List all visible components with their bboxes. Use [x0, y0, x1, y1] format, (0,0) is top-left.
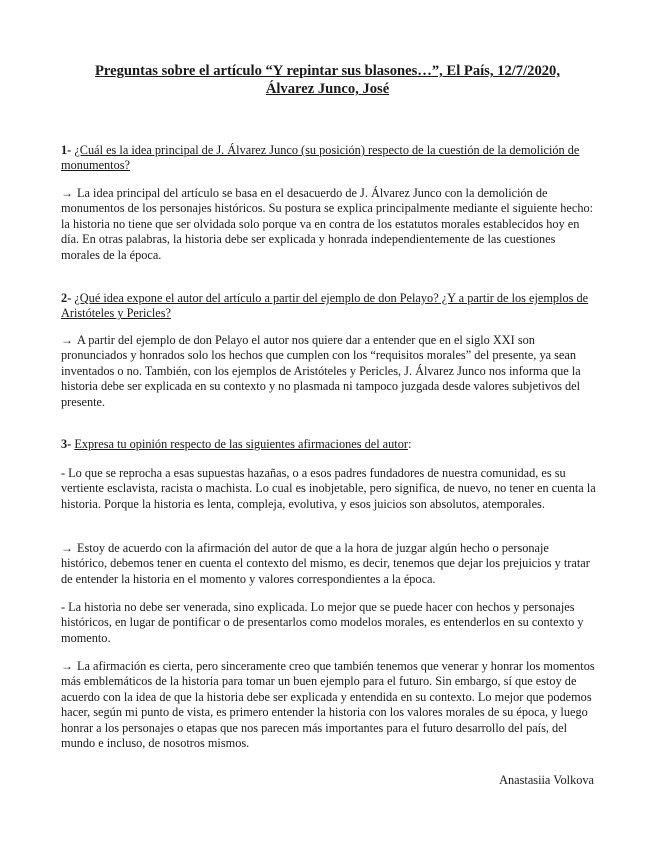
answer-text: A partir del ejemplo de don Pelayo el autor nos quiere dar a entender que en el siglo XXI son pronunciados y honrados solo los hechos que cumplen con los “requisitos morales” del presente, ya sean inventados o no. También, con los ejemplos de Aristóteles y Pericles, J. Álvarez Junco nos informa que la historia debe ser explicada en su contexto y no plasmada ni tampoco juzgada desde valores subjetivos del presente. [61, 333, 581, 409]
arrow-icon: → [61, 186, 73, 200]
author-quote-2 [61, 600, 596, 646]
question-number: 2- [61, 291, 72, 305]
question-suffix: : [407, 437, 412, 451]
title-line-2: Álvarez Junco, José [265, 81, 390, 97]
quote-text: - La historia no debe ser venerada, sino explicada. Lo mejor que se puede hacer con hechos y personajes históricos, en lugar de pontificar o de presentarlos como modelos morales, es entenderlos en su contexto y momento. [61, 600, 584, 645]
author-quote-1 [61, 466, 596, 512]
opinion-text: La afirmación es cierta, pero sinceramente creo que también tenemos que venerar y honrar los momentos más emblemáticos de la historia para tomar un buen ejemplo para el futuro. Sin embargo, sí que estoy de acuerdo con la idea de que la historia debe ser explicada y entendida en su contexto. Lo mejor que podemos hacer, según mi punto de vista, es primero entender la historia con los valores morales de su época, y luego honrar a los personajes o etapas que nos parecen más importantes para el futuro desarrollo del país, del mundo e incluso, de nosotros mismos. [61, 659, 595, 751]
arrow-icon: → [61, 333, 73, 347]
question-number: 3- [61, 437, 72, 451]
question-3 [61, 437, 596, 452]
arrow-icon: → [61, 659, 73, 673]
question-text: Expresa tu opinión respecto de las siguientes afirmaciones del autor [74, 437, 408, 451]
answer-2 [61, 333, 596, 410]
opinion-1 [61, 541, 596, 587]
arrow-icon: → [61, 541, 73, 555]
answer-1 [61, 186, 596, 263]
document-title [40, 62, 615, 98]
question-text: ¿Qué idea expone el autor del artículo a partir del ejemplo de don Pelayo? ¿Y a partir de los ejemplos de Aristóteles y Pericles? [61, 291, 589, 321]
opinion-2 [61, 659, 596, 751]
question-2 [61, 291, 596, 322]
question-number: 1- [61, 143, 72, 157]
author-signature: Anastasiia Volkova [499, 773, 594, 787]
question-1 [61, 143, 596, 174]
opinion-text: Estoy de acuerdo con la afirmación del autor de que a la hora de juzgar algún hecho o personaje histórico, debemos tener en cuenta el contexto del mismo, es decir, tenemos que dejar los prejuicios y tratar de entender la historia en el momento y valores correspondientes a la época. [61, 541, 590, 586]
answer-text: La idea principal del artículo se basa en el desacuerdo de J. Álvarez Junco con la demolición de monumentos de los personajes históricos. Su postura se explica principalmente mediante el siguiente hecho: la historia no tiene que ser olvidada solo porque va en contra de los estatutos morales establecidos hoy en día. En otras palabras, la historia debe ser explicada y honrada independientemente de las cuestiones morales de la época. [61, 186, 594, 262]
quote-text: - Lo que se reprocha a esas supuestas hazañas, o a esos padres fundadores de nuestra comunidad, es su vertiente esclavista, racista o machista. Lo cual es inobjetable, pero significa, de nuevo, no tener en cuenta la historia. Porque la historia es lenta, compleja, evolutiva, y esos juicios son absolutos, atemporales. [61, 466, 596, 511]
title-line-1: Preguntas sobre el artículo “Y repintar sus blasones…”, El País, 12/7/2020, [95, 63, 560, 79]
question-text: ¿Cuál es la idea principal de J. Álvarez Junco (su posición) respecto de la cuestión de la demolición de monumentos? [61, 143, 580, 173]
